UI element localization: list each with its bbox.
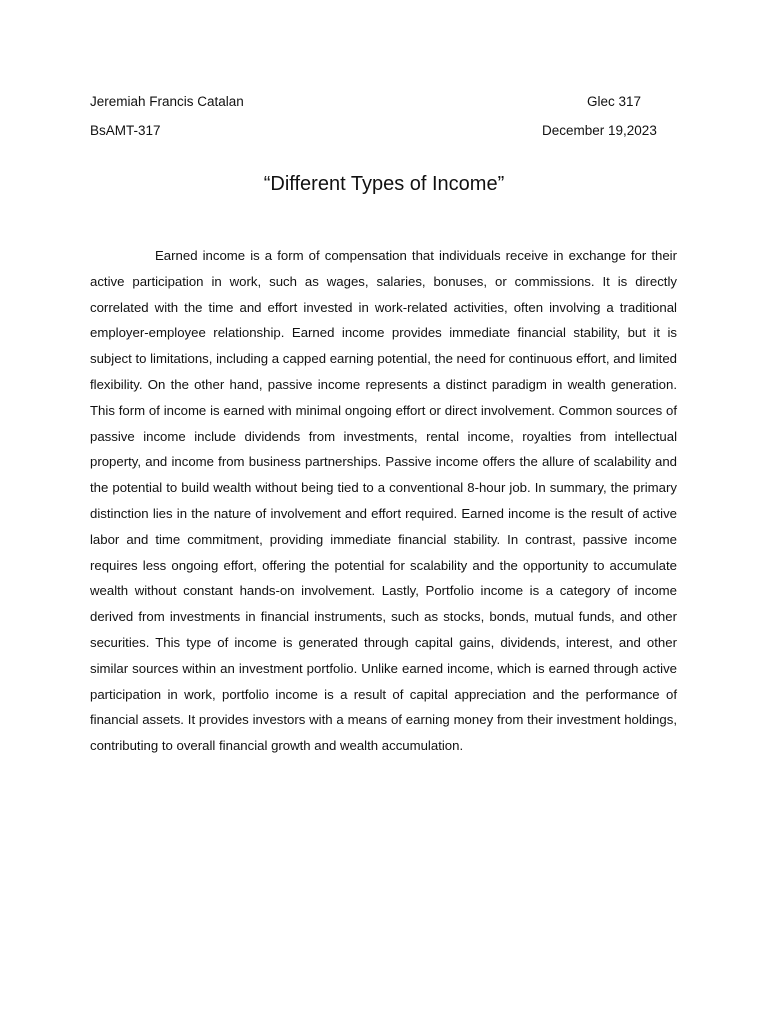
- author-name: Jeremiah Francis Catalan: [90, 94, 244, 109]
- document-title: “Different Types of Income”: [263, 173, 505, 195]
- body-paragraph: Earned income is a form of compensation that individuals receive in exchange for their active participation in work, such as wages, salaries, bonuses, or commissions. It is directly correlated with the time and effort invested in work-related activities, often involving a traditional employer-employee relationship. Earned income provides immediate financial stability, but it is subject to limitations, including a capped earning potential, the need for continuous effort, and limited flexibility. On the other hand, passive income represents a distinct paradigm in wealth generation. This form of income is earned with minimal ongoing effort or direct involvement. Common sources of passive income include dividends from investments, rental income, royalties from intellectual property, and income from business partnerships. Passive income offers the allure of scalability and the potential to build wealth without being tied to a conventional 8-hour job. In summary, the primary distinction lies in the nature of involvement and effort required. Earned income is the result of active labor and time commitment, providing immediate financial stability. In contrast, passive income requires less ongoing effort, offering the potential for scalability and the opportunity to accumulate wealth without constant hands-on involvement. Lastly, Portfolio income is a category of income derived from investments in financial instruments, such as stocks, bonds, mutual funds, and other securities. This type of income is generated through capital gains, dividends, interest, and other similar sources within an investment portfolio. Unlike earned income, which is earned through active participation in work, portfolio income is a result of capital appreciation and the performance of financial assets. It provides investors with a means of earning money from their investment holdings, contributing to overall financial growth and wealth accumulation.: [90, 248, 677, 754]
- document-date: December 19,2023: [542, 123, 657, 138]
- course-code: Glec 317: [587, 94, 642, 109]
- section-name: BsAMT-317: [90, 123, 161, 138]
